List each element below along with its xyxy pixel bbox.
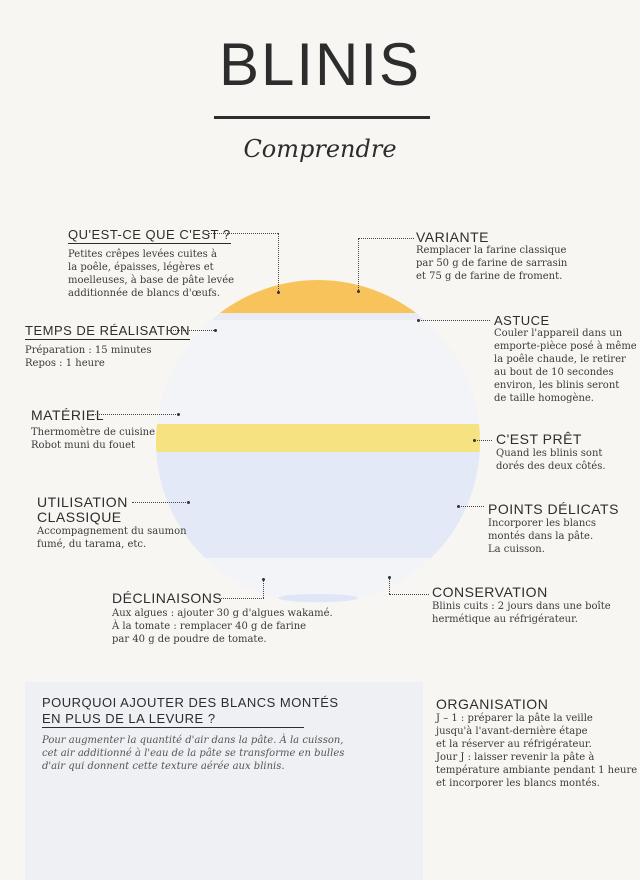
- text-line: Jour J : laisser revenir la pâte à: [436, 752, 595, 763]
- section-title-utilisation-2: CLASSIQUE: [37, 509, 122, 525]
- connector-point: [262, 578, 265, 581]
- text-line: température ambiante pendant 1 heure: [436, 765, 638, 776]
- section-body-quest-ce: [68, 248, 234, 300]
- text-line: moelleuses, à base de pâte levée: [68, 275, 235, 286]
- section-body-declinaisons: [112, 607, 333, 646]
- text-line: Blinis cuits : 2 jours dans une boîte: [432, 601, 611, 612]
- connector: [218, 598, 264, 599]
- text-line: La cuisson.: [488, 544, 545, 555]
- section-body-temps: [25, 344, 151, 370]
- text-line: de taille homogène.: [494, 393, 594, 404]
- section-body-cest-pret: [496, 447, 606, 473]
- section-title-pourquoi-2: EN PLUS DE LA LEVURE ?: [42, 711, 304, 728]
- text-line: Aux algues : ajouter 30 g d'algues wakamé.: [112, 608, 333, 619]
- text-line: additionnée de blancs d'œufs.: [68, 288, 220, 299]
- text-line: emporte-pièce posé à même: [494, 341, 637, 352]
- bottom-shadow: [278, 594, 358, 602]
- section-body-conservation: [432, 600, 611, 626]
- section-title-astuce: ASTUCE: [494, 313, 550, 328]
- text-line: par 40 g de poudre de tomate.: [112, 634, 267, 645]
- text-line: par 50 g de farine de sarrasin: [416, 258, 568, 269]
- section-title-quest-ce: QU'EST-CE QUE C'EST ?: [68, 227, 231, 242]
- section-body-organisation: [436, 712, 637, 790]
- text-line: la poêle, épaisses, légères et: [68, 262, 214, 273]
- text-line: Préparation : 15 minutes: [25, 345, 152, 356]
- text-line: Remplacer la farine classique: [416, 245, 567, 256]
- connector-point: [473, 439, 476, 442]
- section-title-organisation: ORGANISATION: [436, 696, 549, 712]
- section-body-utilisation: [37, 525, 187, 551]
- text-line: et la réserver au réfrigérateur.: [436, 739, 592, 750]
- text-line: À la tomate : remplacer 40 g de farine: [112, 621, 307, 632]
- connector: [278, 233, 279, 293]
- section-body-astuce: [494, 327, 637, 405]
- section-title-pourquoi-1: POURQUOI AJOUTER DES BLANCS MONTÉS: [42, 695, 339, 710]
- text-line: la poêle chaude, le retirer: [494, 354, 626, 365]
- section-title-conservation: CONSERVATION: [432, 584, 548, 600]
- connector: [358, 238, 414, 239]
- page-title: BLINIS: [218, 31, 422, 98]
- text-line: Accompagnement du saumon: [37, 526, 187, 537]
- text-line: Repos : 1 heure: [25, 358, 105, 369]
- section-title-variante: VARIANTE: [416, 229, 489, 245]
- connector-point: [357, 290, 360, 293]
- section-title-temps: TEMPS DE RÉALISATION: [25, 323, 191, 338]
- section-body-variante: [416, 244, 567, 283]
- text-line: Petites crêpes levées cuites à: [68, 249, 217, 260]
- connector-point: [417, 319, 420, 322]
- section-title-points: POINTS DÉLICATS: [488, 501, 619, 517]
- text-line: jusqu'à l'avant-dernière étape: [436, 726, 588, 737]
- connector: [474, 440, 492, 441]
- text-line: fumé, du tarama, etc.: [37, 539, 147, 550]
- connector-point: [187, 501, 190, 504]
- white-band: [150, 320, 490, 424]
- text-line: J – 1 : préparer la pâte la veille: [436, 713, 593, 724]
- connector: [418, 320, 490, 321]
- text-line: Thermomètre de cuisine: [31, 427, 156, 438]
- text-line: cet air additionné à l'eau de la pâte se transforme en bulles: [42, 748, 345, 759]
- text-line: au bout de 10 secondes: [494, 367, 614, 378]
- section-title-declinaisons: DÉCLINAISONS: [112, 590, 223, 606]
- text-line: Couler l'appareil dans un: [494, 328, 623, 339]
- section-title-materiel: MATÉRIEL: [31, 407, 104, 423]
- text-line: dorés des deux côtés.: [496, 461, 606, 472]
- text-line: environ, les blinis seront: [494, 380, 620, 391]
- section-title-utilisation-1: UTILISATION: [37, 494, 128, 510]
- connector-point: [457, 505, 460, 508]
- text-line: hermétique au réfrigérateur.: [432, 614, 578, 625]
- page-subtitle: Comprendre: [243, 135, 397, 163]
- blue-band: [150, 452, 490, 558]
- section-title-cest-pret: C'EST PRÊT: [496, 431, 582, 447]
- connector-point: [277, 291, 280, 294]
- text-line: Pour augmenter la quantité d'air dans la pâte. À la cuisson,: [42, 735, 344, 746]
- text-line: Quand les blinis sont: [496, 448, 603, 459]
- text-line: et 75 g de farine de froment.: [416, 271, 563, 282]
- section-body-materiel: [31, 426, 155, 452]
- connector: [389, 594, 429, 595]
- section-body-points: [488, 517, 596, 556]
- yellow-band: [150, 424, 490, 452]
- text-line: Robot muni du fouet: [31, 440, 136, 451]
- connector: [458, 506, 484, 507]
- text-line: Incorporer les blancs: [488, 518, 597, 529]
- connector-point: [214, 329, 217, 332]
- connector: [358, 238, 359, 292]
- section-body-pourquoi: [42, 734, 344, 773]
- connector-point: [177, 413, 180, 416]
- text-line: d'air qui donnent cette texture aérée aux blinis.: [42, 761, 285, 772]
- text-line: et incorporer les blancs montés.: [436, 778, 600, 789]
- text-line: montés dans la pâte.: [488, 531, 594, 542]
- connector: [389, 578, 390, 594]
- connector: [263, 580, 264, 598]
- connector: [92, 414, 178, 415]
- connector-point: [388, 576, 391, 579]
- connector: [132, 502, 188, 503]
